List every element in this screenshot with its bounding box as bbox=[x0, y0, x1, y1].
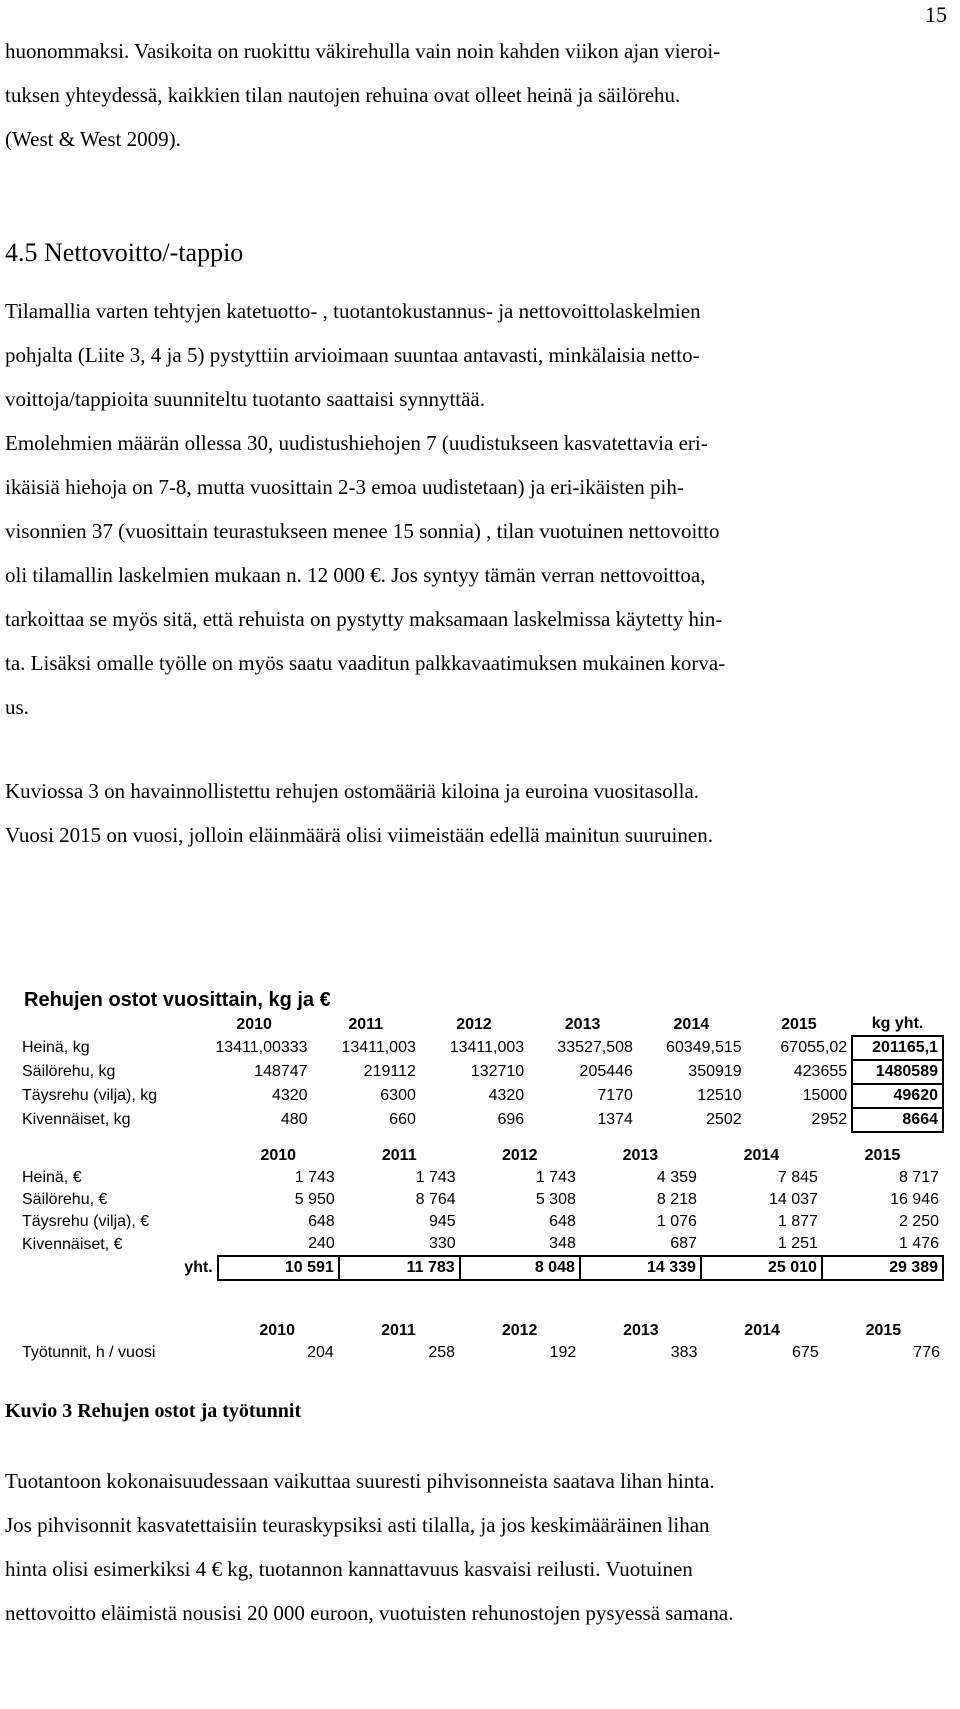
kg-year-header-row bbox=[12, 1013, 943, 1036]
year-header: 2011 bbox=[381, 1322, 416, 1339]
cell: 148747 bbox=[254, 1063, 308, 1080]
total-cell: 8664 bbox=[852, 1108, 943, 1132]
paragraph-line: nettovoitto eläimistä nousisi 20 000 euroon, vuotuisten rehunostojen pysyessä samana. bbox=[5, 1601, 734, 1625]
year-header: 2012 bbox=[501, 1322, 538, 1339]
cell: 204 bbox=[307, 1344, 334, 1361]
year-header: 2012 bbox=[456, 1015, 492, 1033]
year-header: 2012 bbox=[501, 1147, 538, 1164]
cell: 648 bbox=[549, 1213, 576, 1230]
cell: 240 bbox=[308, 1235, 335, 1252]
cell: 1374 bbox=[597, 1111, 633, 1128]
table-row bbox=[12, 1084, 943, 1108]
section-heading: 4.5 Nettovoitto/-tappio bbox=[5, 238, 244, 267]
cell: 15000 bbox=[802, 1087, 848, 1104]
cell: 13411,003 bbox=[341, 1039, 416, 1056]
cell: 13411,00333 bbox=[215, 1039, 308, 1056]
year-header: 2010 bbox=[236, 1015, 272, 1033]
total-cell: 1480589 bbox=[852, 1060, 943, 1084]
eur-table bbox=[12, 1145, 944, 1281]
feed-purchase-figure bbox=[12, 985, 944, 1379]
cell: 648 bbox=[308, 1213, 335, 1230]
row-label: Työtunnit, h / vuosi bbox=[22, 1344, 156, 1361]
cell: 1 743 bbox=[415, 1169, 456, 1186]
cell: 383 bbox=[670, 1344, 698, 1361]
row-label: Heinä, kg bbox=[22, 1039, 90, 1056]
paragraph-line: oli tilamallin laskelmien mukaan n. 12 000 €. Jos syntyy tämän verran nettovoittoa, bbox=[5, 563, 706, 587]
paragraph-line: us. bbox=[5, 695, 29, 719]
cell: 219112 bbox=[363, 1063, 416, 1080]
cell: 1 877 bbox=[777, 1213, 818, 1230]
intro-line: tuksen yhteydessä, kaikkien tilan nautojen rehuina ovat olleet heinä ja säilörehu. bbox=[5, 83, 681, 107]
table-row bbox=[12, 1060, 943, 1084]
cell: 7170 bbox=[597, 1087, 633, 1104]
intro-line: (West & West 2009). bbox=[5, 127, 181, 151]
table-row bbox=[12, 1167, 943, 1189]
year-header: 2010 bbox=[260, 1147, 297, 1164]
row-label: Täysrehu (vilja), € bbox=[22, 1213, 150, 1230]
year-header: 2014 bbox=[743, 1147, 780, 1164]
year-header: 2015 bbox=[781, 1015, 817, 1033]
total-cell: 49620 bbox=[852, 1084, 943, 1108]
eur-total-cell: 8 048 bbox=[460, 1256, 580, 1280]
cell: 423655 bbox=[793, 1063, 848, 1080]
kg-total-header: kg yht. bbox=[871, 1015, 924, 1032]
paragraph-line: ta. Lisäksi omalle työlle on myös saatu vaaditun palkkavaatimuksen mukainen korva- bbox=[5, 651, 726, 675]
cell: 1 251 bbox=[777, 1235, 818, 1252]
eur-year-header-row bbox=[12, 1145, 943, 1167]
cell: 8 218 bbox=[656, 1191, 697, 1208]
cell: 660 bbox=[389, 1111, 416, 1128]
year-header: 2013 bbox=[622, 1147, 659, 1164]
cell: 696 bbox=[497, 1111, 525, 1128]
table-row bbox=[12, 1233, 943, 1256]
eur-total-cell: 14 339 bbox=[580, 1256, 701, 1280]
cell: 1 743 bbox=[294, 1169, 335, 1186]
table-row bbox=[12, 1108, 943, 1132]
row-label: Kivennäiset, kg bbox=[22, 1111, 131, 1128]
year-header: 2013 bbox=[564, 1015, 601, 1033]
cell: 14 037 bbox=[768, 1191, 818, 1208]
year-header: 2010 bbox=[259, 1322, 295, 1339]
row-label: Säilörehu, € bbox=[22, 1191, 108, 1208]
table-row bbox=[12, 1189, 943, 1211]
total-cell: 201165,1 bbox=[852, 1036, 943, 1060]
page-number: 15 bbox=[925, 2, 947, 27]
table-row bbox=[12, 1211, 943, 1233]
cell: 33527,508 bbox=[557, 1039, 633, 1056]
cell: 5 308 bbox=[535, 1191, 576, 1208]
cell: 8 764 bbox=[415, 1191, 456, 1208]
cell: 258 bbox=[428, 1344, 456, 1361]
cell: 4320 bbox=[488, 1087, 525, 1104]
figure-title: Rehujen ostot vuosittain, kg ja € bbox=[24, 989, 331, 1011]
eur-total-label: yht. bbox=[184, 1259, 213, 1276]
table-row bbox=[12, 1342, 944, 1364]
hours-year-header-row bbox=[12, 1320, 944, 1342]
eur-total-cell: 11 783 bbox=[339, 1256, 460, 1280]
year-header: 2015 bbox=[864, 1147, 901, 1164]
cell: 205446 bbox=[579, 1063, 633, 1080]
paragraph-line: Tuotantoon kokonaisuudessaan vaikuttaa suuresti pihvisonneista saatava lihan hinta. bbox=[5, 1469, 715, 1493]
eur-total-cell: 29 389 bbox=[822, 1256, 943, 1280]
cell: 4320 bbox=[271, 1087, 308, 1104]
cell: 330 bbox=[429, 1235, 456, 1252]
cell: 2952 bbox=[811, 1111, 848, 1128]
paragraph-line: tarkoittaa se myös sitä, että rehuista on pystytty maksamaan laskelmissa käytetty hin- bbox=[5, 607, 723, 631]
year-header: 2014 bbox=[673, 1015, 710, 1033]
eur-total-cell: 25 010 bbox=[701, 1256, 822, 1280]
cell: 8 717 bbox=[898, 1169, 939, 1186]
row-label: Täysrehu (vilja), kg bbox=[22, 1087, 158, 1104]
cell: 1 743 bbox=[535, 1169, 576, 1186]
cell: 16 946 bbox=[890, 1191, 939, 1208]
row-label: Kivennäiset, € bbox=[22, 1235, 123, 1253]
paragraph-line: visonnien 37 (vuosittain teurastukseen menee 15 sonnia) , tilan vuotuinen nettovoitto bbox=[5, 519, 720, 543]
cell: 1 476 bbox=[898, 1235, 939, 1252]
paragraph-line: ikäisiä hiehoja on 7-8, mutta vuosittain 2-3 emoa uudistetaan) ja eri-ikäisten pih- bbox=[5, 475, 684, 499]
year-header: 2015 bbox=[865, 1322, 902, 1339]
year-header: 2013 bbox=[623, 1322, 659, 1339]
cell: 687 bbox=[670, 1235, 697, 1252]
cell: 12510 bbox=[697, 1087, 742, 1104]
table-row bbox=[12, 1036, 943, 1060]
row-label: Heinä, € bbox=[22, 1169, 82, 1186]
cell: 7 845 bbox=[777, 1169, 818, 1186]
cell: 60349,515 bbox=[666, 1039, 742, 1056]
figure-caption: Kuvio 3 Rehujen ostot ja työtunnit bbox=[5, 1400, 302, 1422]
cell: 4 359 bbox=[656, 1169, 697, 1186]
cell: 5 950 bbox=[294, 1191, 335, 1208]
cell: 675 bbox=[792, 1344, 819, 1361]
paragraph-line: Jos pihvisonnit kasvatettaisiin teuraskypsiksi asti tilalla, ja jos keskimääräinen lihan bbox=[5, 1513, 710, 1537]
cell: 2 250 bbox=[898, 1213, 939, 1230]
paragraph-line: Tilamallia varten tehtyjen katetuotto- , tuotantokustannus- ja nettovoittolaskelmien bbox=[5, 299, 701, 323]
cell: 480 bbox=[280, 1111, 308, 1128]
intro-line: huonommaksi. Vasikoita on ruokittu väkirehulla vain noin kahden viikon ajan vieroi- bbox=[5, 39, 721, 63]
cell: 348 bbox=[549, 1235, 576, 1252]
row-label: Säilörehu, kg bbox=[22, 1063, 116, 1080]
hours-table bbox=[12, 1320, 944, 1364]
cell: 776 bbox=[913, 1344, 940, 1361]
year-header: 2011 bbox=[381, 1147, 417, 1164]
cell: 2502 bbox=[706, 1111, 742, 1128]
paragraph-line: Emolehmien määrän ollessa 30, uudistushiehojen 7 (uudistukseen kasvatettavia eri- bbox=[5, 431, 708, 455]
year-header: 2011 bbox=[348, 1015, 384, 1033]
cell: 132710 bbox=[470, 1063, 525, 1080]
cell: 6300 bbox=[380, 1087, 416, 1104]
kg-table bbox=[12, 1013, 944, 1133]
paragraph-line: hinta olisi esimerkiksi 4 € kg, tuotannon kannattavuus kasvaisi reilusti. Vuotuinen bbox=[5, 1557, 693, 1581]
eur-total-cell: 10 591 bbox=[218, 1256, 339, 1280]
paragraph-line: pohjalta (Liite 3, 4 ja 5) pystyttiin arvioimaan suuntaa antavasti, minkälaisia netto- bbox=[5, 343, 700, 367]
paragraph-line: Kuviossa 3 on havainnollistettu rehujen ostomääriä kiloina ja euroina vuositasolla. bbox=[5, 779, 700, 803]
paragraph-line: Vuosi 2015 on vuosi, jolloin eläinmäärä olisi viimeistään edellä mainitun suuruinen. bbox=[5, 823, 713, 847]
paragraph-line: voittoja/tappioita suunniteltu tuotanto saattaisi synnyttää. bbox=[5, 387, 486, 411]
cell: 350919 bbox=[688, 1063, 742, 1080]
cell: 13411,003 bbox=[449, 1039, 525, 1056]
year-header: 2014 bbox=[744, 1322, 780, 1339]
cell: 67055,02 bbox=[780, 1039, 848, 1056]
eur-total-row bbox=[12, 1256, 943, 1280]
cell: 1 076 bbox=[656, 1213, 697, 1230]
cell: 945 bbox=[429, 1213, 456, 1230]
cell: 192 bbox=[549, 1344, 577, 1361]
